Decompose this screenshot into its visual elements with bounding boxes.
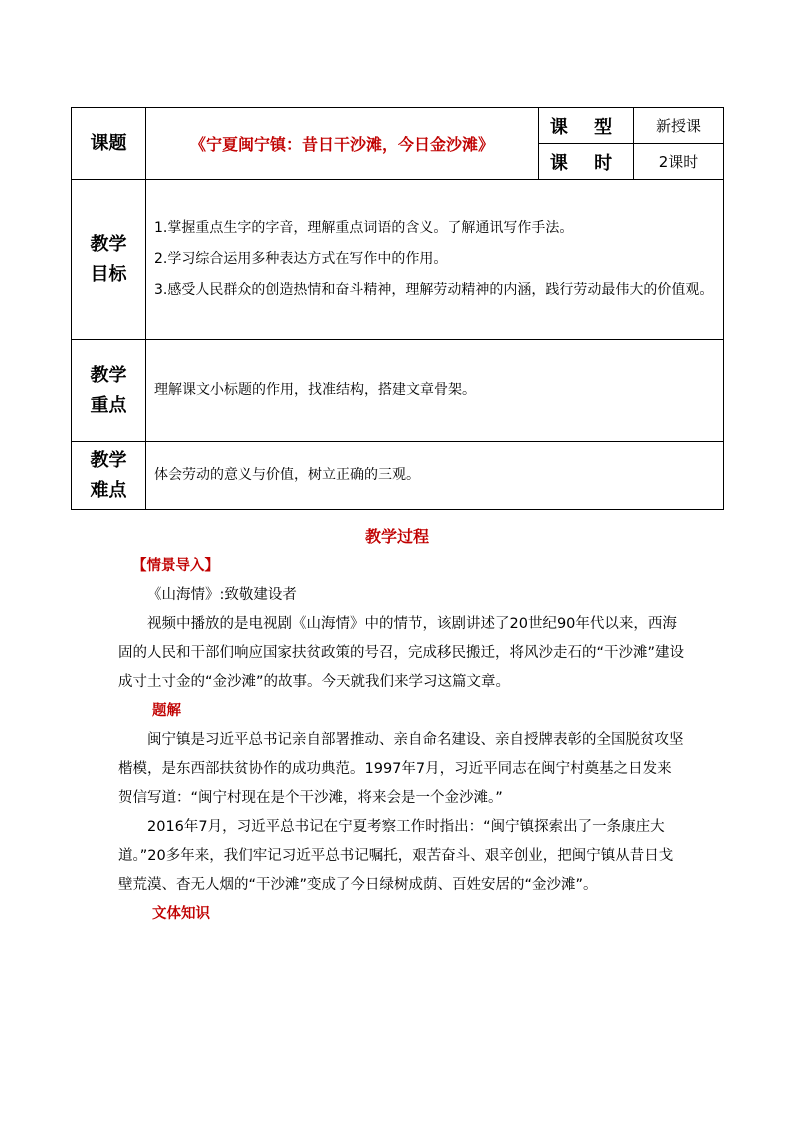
key-points-content: 理解课文小标题的作用，找准结构，搭建文章骨架。	[146, 340, 724, 442]
lesson-info-table	[71, 107, 724, 510]
key-points-label	[72, 340, 146, 442]
title-explain-paragraph-2: 2016年7月，习近平总书记在宁夏考察工作时指出：“闽宁镇探索出了一条康庄大道。”20多年来，我们牢记习近平总书记嘱托，艰苦奋斗、艰辛创业，把闽宁镇从昔日戈壁荒漠、杳无人烟的“干沙滩”变成了今日绿树成荫、百姓安居的“金沙滩”。	[118, 819, 674, 893]
class-hours-label: 课 时	[539, 144, 634, 180]
intro-heading: 【情景导入】	[132, 558, 219, 574]
lesson-type-label: 课 型	[539, 108, 634, 144]
goal-item: 3.感受人民群众的创造热情和奋斗精神，理解劳动精神的内涵，践行劳动最伟大的价值观。	[154, 282, 714, 298]
teaching-process-body	[118, 552, 686, 929]
lesson-type-value: 新授课	[634, 108, 724, 144]
title-explain-paragraph-1: 闽宁镇是习近平总书记亲自部署推动、亲自命名建设、亲自授牌表彰的全国脱贫攻坚楷模，是东西部扶贫协作的成功典范。1997年7月，习近平同志在闽宁村奠基之日发来贺信写道：“闽宁村现在是个干沙滩，将来会是一个金沙滩。”	[118, 732, 684, 806]
class-hours-value: 2课时	[634, 144, 724, 180]
genre-knowledge-heading: 文体知识	[152, 906, 210, 922]
teaching-goals-label	[72, 180, 146, 340]
difficulties-content: 体会劳动的意义与价值，树立正确的三观。	[146, 442, 724, 510]
intro-subtitle: 《山海情》:致敬建设者	[147, 587, 297, 603]
teaching-process-title: 教学过程	[364, 527, 429, 546]
topic-label: 课题	[72, 108, 146, 180]
difficulties-label-text: 教学难点	[90, 449, 127, 501]
difficulties-label	[72, 442, 146, 510]
teaching-goals-label-text: 教学目标	[90, 233, 127, 285]
teaching-goals-content	[146, 180, 724, 340]
intro-paragraph: 视频中播放的是电视剧《山海情》中的情节，该剧讲述了20世纪90年代以来，西海固的人民和干部们响应国家扶贫政策的号召，完成移民搬迁，将风沙走石的“干沙滩”建设成寸土寸金的“金沙滩”的故事。今天就我们来学习这篇文章。	[118, 616, 685, 690]
key-points-label-text: 教学重点	[90, 364, 127, 416]
goal-item: 1.掌握重点生字的字音，理解重点词语的含义。了解通讯写作手法。	[154, 220, 574, 236]
lesson-title: 《宁夏闽宁镇：昔日干沙滩，今日金沙滩》	[146, 108, 539, 180]
title-explain-heading: 题解	[152, 703, 181, 719]
goal-item: 2.学习综合运用多种表达方式在写作中的作用。	[154, 251, 448, 267]
